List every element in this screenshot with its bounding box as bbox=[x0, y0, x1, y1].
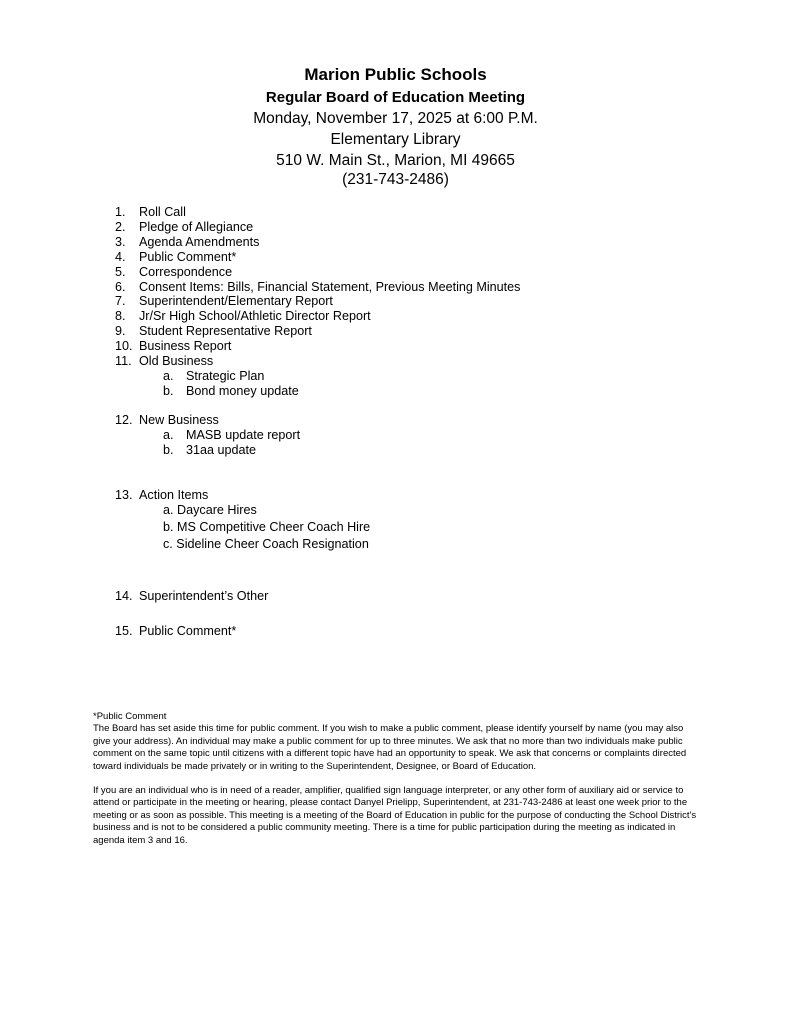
agenda-subitem: a. Strategic Plan bbox=[163, 368, 265, 383]
agenda-item: 6. Consent Items: Bills, Financial Statement, Previous Meeting Minutes bbox=[115, 279, 521, 294]
public-comment-footnote bbox=[93, 711, 703, 847]
meeting-location: Elementary Library bbox=[330, 131, 461, 148]
footnote-paragraph: The Board has set aside this time for public comment. If you wish to make a public comment, please identify yourself by name (you may also give your address). An individual may make a public comment for up to three minutes. We ask that no more than two individuals make public comment on the same topic until citizens with a different topic have had an opportunity to speak. We ask that concerns or complaints directed toward individuals be made privately or in writing to the Superintendent, Designee, or Board of Education. bbox=[93, 723, 687, 772]
agenda-item: 8. Jr/Sr High School/Athletic Director Report bbox=[115, 309, 371, 324]
agenda-item: 2. Pledge of Allegiance bbox=[115, 219, 254, 234]
agenda-item: 7. Superintendent/Elementary Report bbox=[115, 294, 333, 309]
agenda-subitem: b. MS Competitive Cheer Coach Hire bbox=[163, 520, 371, 535]
footnote-title: *Public Comment bbox=[93, 711, 167, 722]
footnote-paragraph: If you are an individual who is in need of a reader, amplifier, qualified sign language interpreter, or any other form of auxiliary aid or service to attend or participate in the meeting or hearing, please contact Danyel Prielipp, Superintendent, at 231-743-2486 at least one week prior to the meeting or as soon as possible. This meeting is a meeting of the Board of Education in public for the purpose of conducting the School District's business and is not to be considered a public community meeting. There is a time for public participation during the meeting as indicated in agenda item 3 and 16. bbox=[93, 785, 697, 846]
school-name: Marion Public Schools bbox=[304, 65, 487, 84]
agenda-item: 1. Roll Call bbox=[115, 205, 186, 219]
agenda-item: 3. Agenda Amendments bbox=[115, 234, 260, 249]
agenda-subitem: b. Bond money update bbox=[163, 383, 299, 398]
agenda-item: 14. Superintendent’s Other bbox=[115, 589, 269, 604]
agenda-item: 5. Correspondence bbox=[115, 264, 233, 279]
agenda-item: 10. Business Report bbox=[115, 339, 232, 354]
agenda-item: 13. Action Items bbox=[115, 487, 209, 502]
agenda-list bbox=[115, 205, 520, 639]
meeting-address: 510 W. Main St., Marion, MI 49665 bbox=[276, 152, 515, 169]
agenda-subitem: c. Sideline Cheer Coach Resignation bbox=[163, 537, 369, 552]
agenda-item: 11. Old Business bbox=[115, 354, 214, 369]
agenda-subitem: a. MASB update report bbox=[163, 427, 301, 442]
agenda-item: 12. New Business bbox=[115, 412, 219, 427]
meeting-date: Monday, November 17, 2025 at 6:00 P.M. bbox=[253, 110, 538, 127]
agenda-subitem: b. 31aa update bbox=[163, 442, 257, 457]
agenda-subitem: a. Daycare Hires bbox=[163, 503, 257, 518]
agenda-item: 9. Student Representative Report bbox=[115, 324, 312, 339]
agenda-item: 4. Public Comment* bbox=[115, 249, 237, 264]
meeting-title: Regular Board of Education Meeting bbox=[265, 89, 526, 106]
agenda-item: 15. Public Comment* bbox=[115, 624, 237, 639]
meeting-phone: (231-743-2486) bbox=[342, 171, 449, 188]
